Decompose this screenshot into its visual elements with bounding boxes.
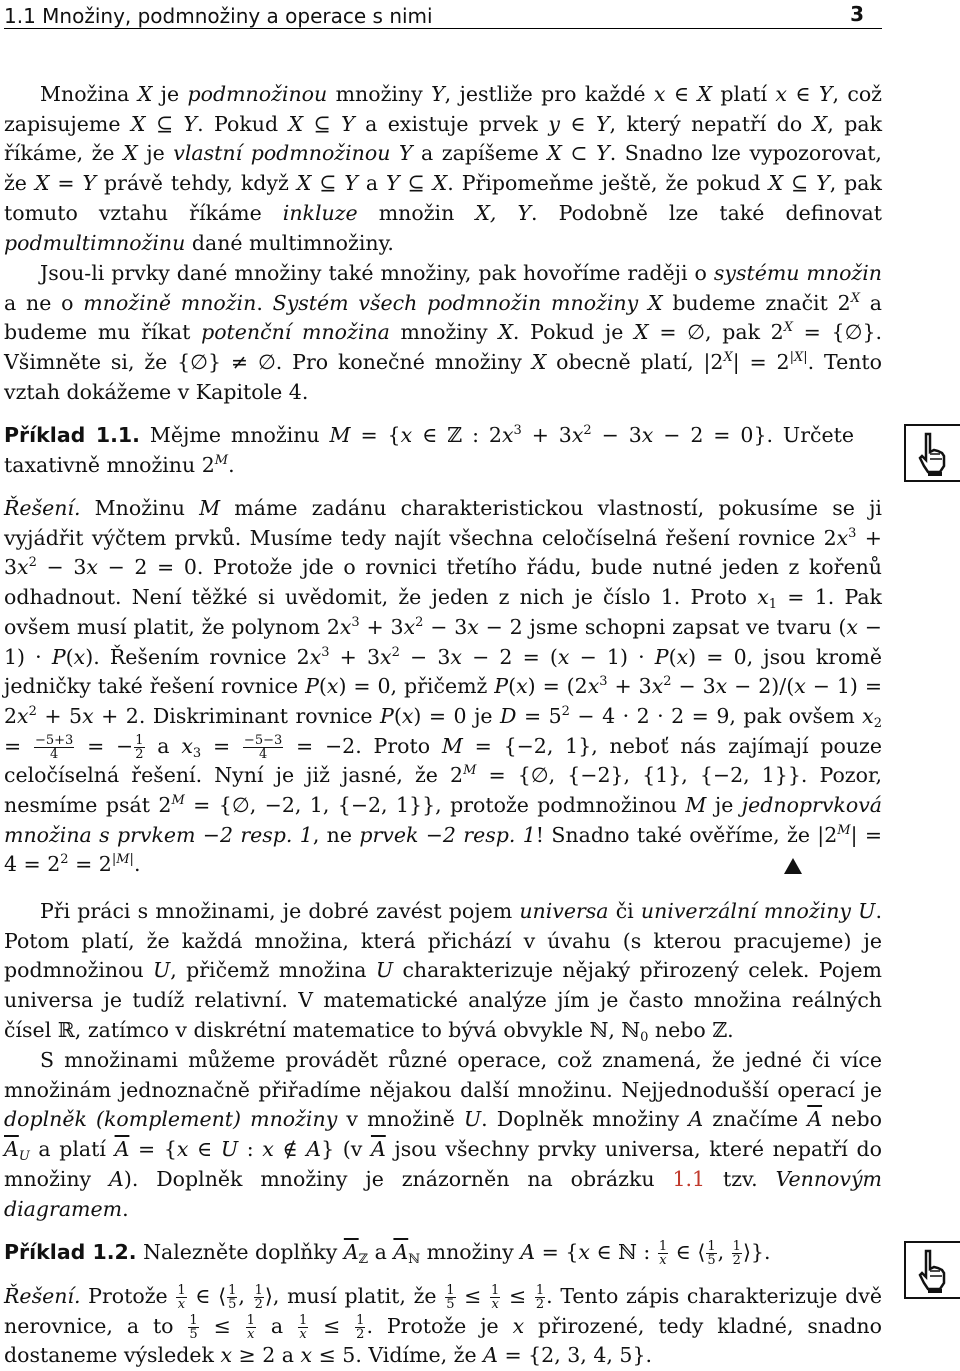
section-title: 1.1 Množiny, podmnožiny a operace s nimi [4,4,433,28]
figure-reference[interactable]: 1.1 [672,1166,706,1191]
running-header [4,0,882,29]
paragraph-complement: S množinami můžeme provádět různé operace, což znamená, že jedné či více množinám jednoznačně přiřadíme nějakou další množinu. Nejjednodušší operací je doplněk (komplement) množiny v množině U. Doplněk množiny A značíme $\overline{A}$ nebo $\overline{A}_U$ a platí $\overline{A} = \{x$ ∈ U : x ∉ A} (v $\overline{A}$ jsou všechny prvky universa, které nepatří do množiny A). Doplněk množiny je znázorněn na obrázku 1.1 tzv. Vennovým diagramem. [4,1048,882,1221]
example-label: Příklad 1.1. [4,423,140,447]
solution-1-2: Řešení. Protože $\frac{1}{x}$ ∈ ⟨ $\frac{1}{5}$ , $\frac{1}{2}$ ⟩, musí platit, že $\frac{1}{5}$ ≤ $\frac{1}{x}$ ≤ $\frac{1}{2}$ . Tento zápis charakterizuje dvě nerovnice, a to $\frac{1}{5}$ ≤ $\frac{1}{x}$ a $\frac{1}{x}$ ≤ $\frac{1}{2}$ . Protože je x přirozené, tedy kladné, snadno dostaneme výsledek x ≥ 2 a x ≤ 5. Vidíme, že A = {2, 3, 4, 5}. [4,1283,882,1368]
paragraph-power-set: Jsou-li prvky dané množiny také množiny, pak hovoříme raději o systému množin a ne o množině množin. Systém všech podmnožin množiny X budeme značit $2^X$ a budeme mu říkat potenční množina množiny X. Pokud je X = ∅, pak $2^X$ = {∅}. Všimněte si, že {∅} ≠ ∅. Pro konečné množiny X obecně platí, $|2^X| = 2^{|X|}$. Tento vztah dokážeme v Kapitole 4. [4,261,882,404]
end-of-solution-triangle [784,858,802,874]
paragraph-universe: Při práci s množinami, je dobré zavést pojem universa či univerzální množiny U. Potom platí, že každá množina, která přichází v úvahu (s kterou pracujeme) je podmnožinou U, přičemž množina U charakterizuje nějaký přirozený celek. Pojem universa je tudíž relativní. V matematické analýze jím je často množina reálných čísel ℝ, zatímco v diskrétní matematice to bývá obvykle ℕ, ℕ$_0$ nebo ℤ. [4,899,882,1045]
paragraph-subsets: Množina X je podmnožinou množiny Y, jestliže pro každé x ∈ X platí x ∈ Y, což zapisujeme X ⊆ Y. Pokud X ⊆ Y a existuje prvek y ∈ Y, který nepatří do X, pak říkáme, že X je vlastní podmnožinou Y a zapíšeme X ⊂ Y. Snadno lze vypozorovat, že X = Y právě tehdy, když X ⊆ Y a Y ⊆ X. Připomeňme ještě, že pokud X ⊆ Y, pak tomuto vztahu říkáme inkluze množin X, Y. Podobně lze také definovat podmultimnožinu dané multimnožiny. [4,82,883,255]
pointing-hand-icon [904,1241,960,1299]
solution-label: Řešení. [4,1284,81,1308]
solution-1-1: Řešení. Množinu M máme zadánu charakteristickou vlastností, pokusíme se ji vyjádřit výčtem prvků. Musíme tedy najít všechna celočíselná řešení rovnice $2x^3 + 3x^2 - 3x - 2 = 0$. Protože jde o rovnici třetího řádu, bude nutné jeden z kořenů odhadnout. Není těžké si uvědomit, že jeden z nich je číslo 1. Proto $x_1 = 1$. Pak ovšem musí platit, že polynom $2x^3 + 3x^2 - 3x - 2$ jsme schopni zapsat ve tvaru (x − 1) · P(x). Řešením rovnice $2x^3 + 3x^2 - 3x - 2 = (x - 1) \cdot P(x) = 0$, jsou kromě jedničky také řešení rovnice P(x) = 0, přičemž $P(x) = (2x^3 + 3x^2 - 3x - 2)/(x - 1) = 2x^2 + 5x + 2$. Diskriminant rovnice P(x) = 0 je $D = 5^2 - 4 \cdot 2 \cdot 2 = 9$, pak ovšem $x_2$ = $\frac{-5+3}{4}$ = − $\frac{1}{2}$ a $x_3$ = $\frac{-5-3}{4}$ = −2. Proto M = {−2, 1}, neboť nás zajímají pouze celočíselná řešení. Nyní je již jasné, že $2^M$ = {∅, {−2}, {1}, {−2, 1}}. Pozor, nesmíme psát $2^M$ = {∅, −2, 1, {−2, 1}}, protože podmnožinou M je jednoprvková množina s prvkem −2 resp. 1, ne prvek −2 resp. 1! Snadno také ověříme, že $|2^M| = 4 = 2^2 = 2^{|M|}$. [4,496,883,877]
page-number: 3 [850,2,864,26]
example-1-2: Příklad 1.2. Nalezněte doplňky $\overline{A}_ℤ$ a $\overline{A}_ℕ$ množiny A = {x ∈ ℕ : $\frac{1}{x}$ ∈ ⟨ $\frac{1}{5}$ , $\frac{1}{2}$ ⟩}. [4,1239,771,1268]
example-label: Příklad 1.2. [4,1240,137,1264]
pointing-hand-icon [904,424,960,482]
example-1-1: Příklad 1.1. Mějme množinu M = {x ∈ ℤ : $2x^3 + 3x^2 - 3x - 2 = 0$}. Určete taxativně množinu $2^M$. [4,423,854,477]
solution-label: Řešení. [4,496,81,520]
